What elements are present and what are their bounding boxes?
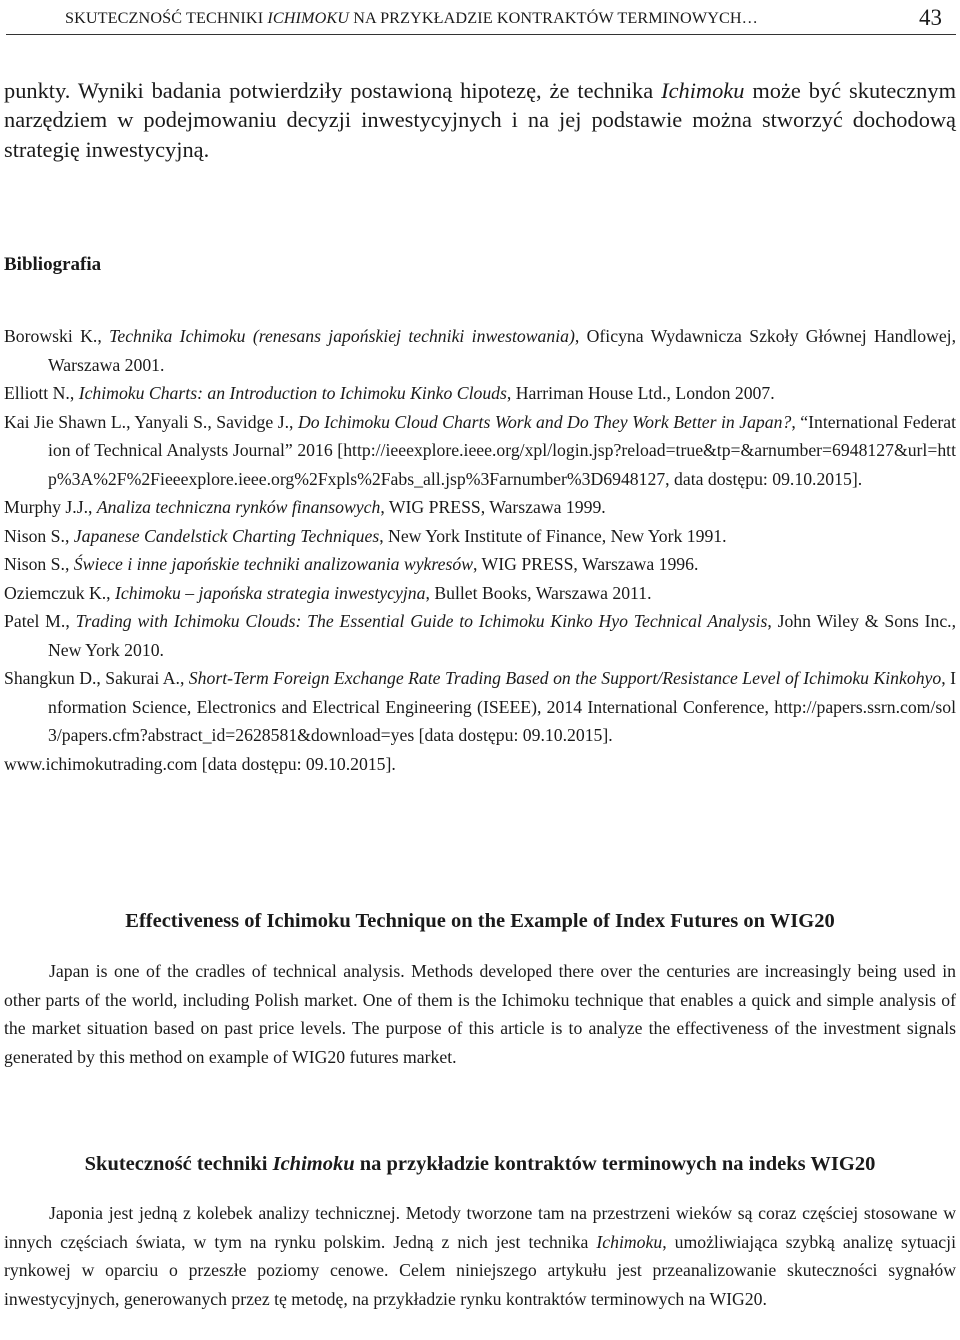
entry-title: Japanese Candelstick Charting Techniques [73, 525, 380, 546]
english-summary-title: Effectiveness of Ichimoku Technique on the Example of Index Futures on WIG20 [125, 910, 835, 932]
intro-text-italic: Ichimoku [661, 78, 745, 103]
entry-author: Nison S. [4, 554, 65, 574]
intro-text-part: punkty. Wyniki badania potwierdziły postawioną hipotezę, że technika [4, 78, 662, 103]
entry-details: , Information Science, Electronics and Electrical Engineering (ISEEE), 2014 International Conference, http://papers.ssrn.com/sol3/papers.cfm?abstract_id=2628581&download=yes [data dostępu: 09.10.2015]. [48, 668, 956, 745]
intro-paragraph [4, 76, 956, 164]
bibliography-list [4, 322, 956, 778]
entry-title: Analiza techniczna rynków finansowych [96, 497, 381, 517]
entry-details: , “International Federation of Technical Analysts Journal” 2016 [http://ieeexplore.ieee.org/xpl/login.jsp?reload=true&tp=&arnumber=6948127&url=http%3A%2F%2Fieeexplore.ieee.org%2Fxpls%2Fabs_all.jsp%3Farnumber%3D6948127, data dostępu: 09.10.2015]. [48, 411, 956, 489]
entry-details: , New York Institute of Finance, New York 1991. [379, 525, 727, 546]
running-title-part: NA PRZYKŁADZIE KONTRAKTÓW TERMINOWYCH… [349, 9, 758, 27]
bibliography-entry: Shangkun D., Sakurai A., Short-Term Foreign Exchange Rate Trading Based on the Support/Resistance Level of Ichimoku Kinkohyo, Information Science, Electronics and Electrical Engineering (ISEEE), 2014 International Conference, http://papers.ssrn.com/sol3/papers.cfm?abstract_id=2628581&download=yes [data dostępu: 09.10.2015]. [4, 668, 956, 745]
bibliography-entry: Nison S., Świece i inne japońskie techniki analizowania wykresów, WIG PRESS, Warszawa 1996. [4, 554, 699, 574]
entry-details: , WIG PRESS, Warszawa 1996. [473, 554, 699, 574]
running-title [65, 9, 758, 28]
entry-author: Nison S. [4, 525, 65, 546]
entry-title: Short-Term Foreign Exchange Rate Trading Based on the Support/Resistance Level of Ichimoku Kinkohyo [188, 668, 942, 688]
bibliography-heading: Bibliografia [4, 254, 102, 275]
running-header [6, 4, 956, 35]
bibliography-entry: Oziemczuk K., Ichimoku – japońska strategia inwestycyjna, Bullet Books, Warszawa 2011. [4, 582, 652, 603]
entry-author: Shangkun D., Sakurai A. [4, 668, 180, 688]
entry-details: , John Wiley & Sons Inc., New York 2010. [48, 611, 957, 660]
entry-details: , Harriman House Ltd., London 2007. [506, 383, 775, 403]
entry-author: Kai Jie Shawn L., Yanyali S., Savidge J. [4, 411, 290, 432]
entry-author: Murphy J.J. [4, 497, 89, 517]
polish-summary-text [4, 1199, 956, 1313]
entry-title: Ichimoku Charts: an Introduction to Ichimoku Kinko Clouds [78, 383, 507, 403]
entry-title: Technika Ichimoku (renesans japońskiej techniki inwestowania) [109, 326, 575, 346]
bibliography-entry: Murphy J.J., Analiza techniczna rynków finansowych, WIG PRESS, Warszawa 1999. [4, 497, 606, 517]
entry-details: , Oficyna Wydawnicza Szkoły Głównej Handlowej, Warszawa 2001. [48, 326, 957, 375]
entry-title: Ichimoku – japońska strategia inwestycyjna [115, 582, 426, 603]
entry-title: Trading with Ichimoku Clouds: The Essential Guide to Ichimoku Kinko Hyo Technical Analysis [75, 611, 768, 631]
entry-title: Do Ichimoku Cloud Charts Work and Do They Work Better in Japan? [297, 411, 792, 432]
entry-details: , WIG PRESS, Warszawa 1999. [380, 497, 606, 517]
entry-author: Borowski K. [4, 326, 98, 346]
entry-title: Świece i inne japońskie techniki analizowania wykresów [73, 554, 474, 574]
entry-author: Oziemczuk K. [4, 582, 107, 603]
polish-text-part: Japonia jest jedną z kolebek analizy technicznej. Metody tworzone tam na przestrzeni wieków są coraz częściej stosowane w innych częściach świata, w tym na rynku polskim. Jedną z nich jest technika [4, 1203, 956, 1252]
bibliography-entry: Borowski K., Technika Ichimoku (renesans japońskiej techniki inwestowania), Oficyna Wydawnicza Szkoły Głównej Handlowej, Warszawa 2001. [4, 326, 957, 375]
polish-summary-title [0, 1153, 960, 1176]
bibliography-entry: Patel M., Trading with Ichimoku Clouds: The Essential Guide to Ichimoku Kinko Hyo Technical Analysis, John Wiley & Sons Inc., New York 2010. [4, 611, 957, 660]
entry-details: www.ichimokutrading.com [data dostępu: 09.10.2015]. [4, 753, 396, 774]
bibliography-entry: Elliott N., Ichimoku Charts: an Introduction to Ichimoku Kinko Clouds, Harriman House Ltd., London 2007. [4, 383, 775, 403]
entry-details: , Bullet Books, Warszawa 2011. [425, 582, 652, 603]
polish-text-italic: Ichimoku [596, 1231, 663, 1252]
intro-text [4, 76, 956, 164]
entry-author: Elliott N. [4, 383, 70, 403]
polish-title-italic: Ichimoku [272, 1153, 355, 1175]
polish-title-part: Skuteczność techniki [84, 1153, 273, 1175]
english-summary-text: Japan is one of the cradles of technical analysis. Methods developed there over the centuries are increasingly being used in other parts of the world, including Polish market. One of them is the Ichimoku technique that enables a quick and simple analysis of the market situation based on past price levels. The purpose of this article is to analyze the effectiveness of the investment signals generated by this method on example of WIG20 futures market. [4, 961, 956, 1067]
bibliography-entry [4, 750, 956, 779]
entry-author: Patel M. [4, 611, 66, 631]
page-number: 43 [919, 5, 942, 30]
intro-text-part: może być skutecznym narzędziem w podejmowaniu decyzji inwestycyjnych i na jej podstawie można stworzyć dochodową strategię inwestycyjną. [4, 78, 956, 162]
bibliography-entry: Kai Jie Shawn L., Yanyali S., Savidge J., Do Ichimoku Cloud Charts Work and Do They Work Better in Japan?, “International Federation of Technical Analysts Journal” 2016 [http://ieeexplore.ieee.org/xpl/login.jsp?reload=true&tp=&arnumber=6948127&url=http%3A%2F%2Fieeexplore.ieee.org%2Fxpls%2Fabs_all.jsp%3Farnumber%3D6948127, data dostępu: 09.10.2015]. [4, 411, 956, 489]
bibliography-entry: Nison S., Japanese Candelstick Charting Techniques, New York Institute of Finance, New York 1991. [4, 525, 727, 546]
polish-text-part: , umożliwiająca szybką analizę sytuacji rynkowej w oparciu o przeszłe poziomy cenowe. Celem niniejszego artykułu jest przeanalizowanie skuteczności sygnałów inwestycyjnych, generowanych przez tę metodę, na przykładzie rynku kontraktów terminowych na WIG20. [4, 1231, 956, 1309]
running-title-italic: ICHIMOKU [267, 9, 350, 27]
running-title-part: SKUTECZNOŚĆ TECHNIKI [65, 9, 268, 27]
polish-title-part: na przykładzie kontraktów terminowych na indeks WIG20 [354, 1153, 876, 1175]
